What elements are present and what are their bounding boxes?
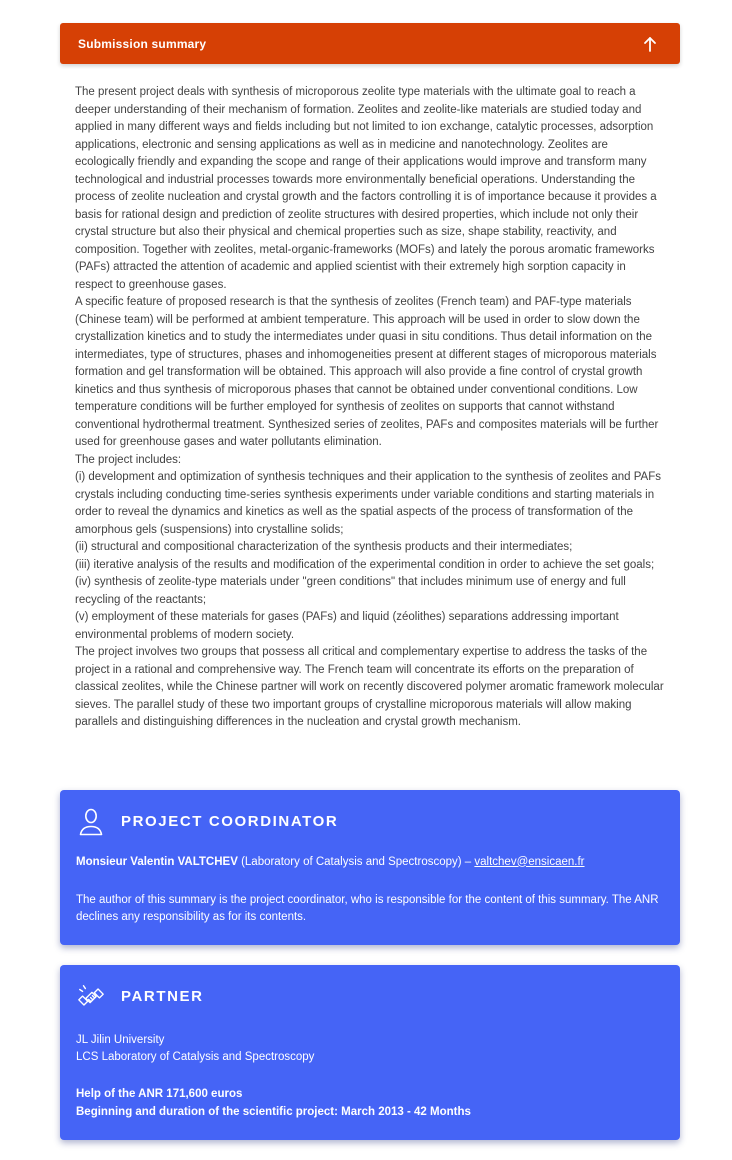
abstract-paragraph: The project includes: xyxy=(75,453,182,466)
submission-summary-title: Submission summary xyxy=(78,36,207,51)
coordinator-disclaimer: The author of this summary is the project coordinator, who is responsible for the content of this summary. The ANR declines any responsibility as for its contents. xyxy=(76,893,659,923)
partner-info-line: LCS Laboratory of Catalysis and Spectroscopy xyxy=(76,1051,315,1063)
anr-help-amount: Help of the ANR 171,600 euros xyxy=(76,1087,243,1100)
coordinator-card-header xyxy=(76,807,664,837)
partner-info-line: JL Jilin University xyxy=(76,1033,165,1046)
abstract-paragraph: (iv) synthesis of zeolite-type materials under "green conditions" that includes minimum use of energy and full recycling of the reactants; xyxy=(75,576,626,606)
partner-card xyxy=(60,965,680,1140)
project-duration: Beginning and duration of the scientific project: March 2013 - 42 Months xyxy=(76,1105,471,1118)
project-abstract xyxy=(60,64,680,732)
arrow-up-icon xyxy=(642,35,658,53)
submission-summary-header[interactable] xyxy=(60,23,680,64)
abstract-paragraph: (ii) structural and compositional characterization of the synthesis products and their intermediates; xyxy=(75,541,573,553)
abstract-paragraph: (i) development and optimization of synthesis techniques and their application to the synthesis of zeolites and PAFs crystals including conducting time-series synthesis experiments under variable conditions and starting materials in order to reveal the dynamics and kinetics as well as the spatial aspects of the process of transformation of the amorphous gels (suspensions) into crystalline solids; xyxy=(75,471,661,536)
coordinator-email-link[interactable]: valtchev@ensicaen.fr xyxy=(474,855,585,868)
submission-summary-section xyxy=(60,23,680,1140)
abstract-paragraph: The project involves two groups that possess all critical and complementary expertise to address the tasks of the project in a rational and comprehensive way. The French team will concentrate its efforts on the preparation of classical zeolites, while the Chinese partner will work on recently discovered polymer aromatic framework molecular sieves. The parallel study of these two important groups of crystalline microporous materials will allow making parallels and distinguishing differences in the nucleation and crystal growth mechanism. xyxy=(75,646,664,728)
project-coordinator-card xyxy=(60,790,680,945)
partner-card-header xyxy=(76,982,664,1012)
person-icon xyxy=(76,807,106,837)
partner-funding-block xyxy=(76,1086,664,1121)
coordinator-heading: PROJECT COORDINATOR xyxy=(121,813,339,830)
abstract-paragraph: The present project deals with synthesis of microporous zeolite type materials with the ultimate goal to reach a deeper understanding of their mechanism of formation. Zeolites and zeolite-like materials are studied today and applied in many different ways and fields including but not limited to ion exchange, catalytic processes, adsorption applications, electronic and sensing applications as well as in medicine and nanotechnology. Zeolites are ecologically friendly and expanding the scope and range of their applications would improve and transform many technological and industrial processes towards more environmentally beneficial operations. Understanding the process of zeolite nucleation and crystal growth and the factors controlling it is of importance because it provides a basis for rational design and prediction of zeolite structures with desired properties, which include not only their crystal structure but also their physical and chemical properties such as size, shape stability, reactivity, and composition. Together with zeolites, metal-organic-frameworks (MOFs) and lately the porous aromatic frameworks (PAFs) attracted the attention of academic and applied scientist with their extremely high sorption capacity in respect to greenhouse gases. xyxy=(75,86,657,291)
handshake-icon xyxy=(76,982,106,1012)
partner-heading: PARTNER xyxy=(121,988,204,1005)
scroll-to-top-button[interactable] xyxy=(638,32,662,56)
abstract-paragraph: A specific feature of proposed research is that the synthesis of zeolites (French team) and PAF-type materials (Chinese team) will be performed at ambient temperature. This approach will be used in order to slow down the crystallization kinetics and to study the intermediates under quasi in situ conditions. Thus detail information on the intermediates, type of structures, phases and inhomogeneities present at different stages of microporous materials formation and gel transformation will be obtained. This approach will also provide a fine control of crystal growth kinetics and thus synthesis of microporous phases that cannot be obtained under conventional conditions. Low temperature conditions will be further employed for synthesis of zeolites on supports that cannot withstand conventional hydrothermal treatment. Synthesized series of zeolites, PAFs and composites materials will be further used for greenhouse gases and water pollutants elimination. xyxy=(75,296,659,448)
coordinator-contact-line xyxy=(76,854,664,871)
abstract-paragraph: (iii) iterative analysis of the results and modification of the experimental condition in order to achieve the set goals; xyxy=(75,558,655,571)
coordinator-affiliation: (Laboratory of Catalysis and Spectroscopy) – xyxy=(237,855,475,868)
partner-info xyxy=(76,1032,664,1067)
abstract-paragraph: (v) employment of these materials for gases (PAFs) and liquid (zéolithes) separations addressing important environmental problems of modern society. xyxy=(75,611,619,641)
coordinator-name: Monsieur Valentin VALTCHEV xyxy=(76,855,238,868)
